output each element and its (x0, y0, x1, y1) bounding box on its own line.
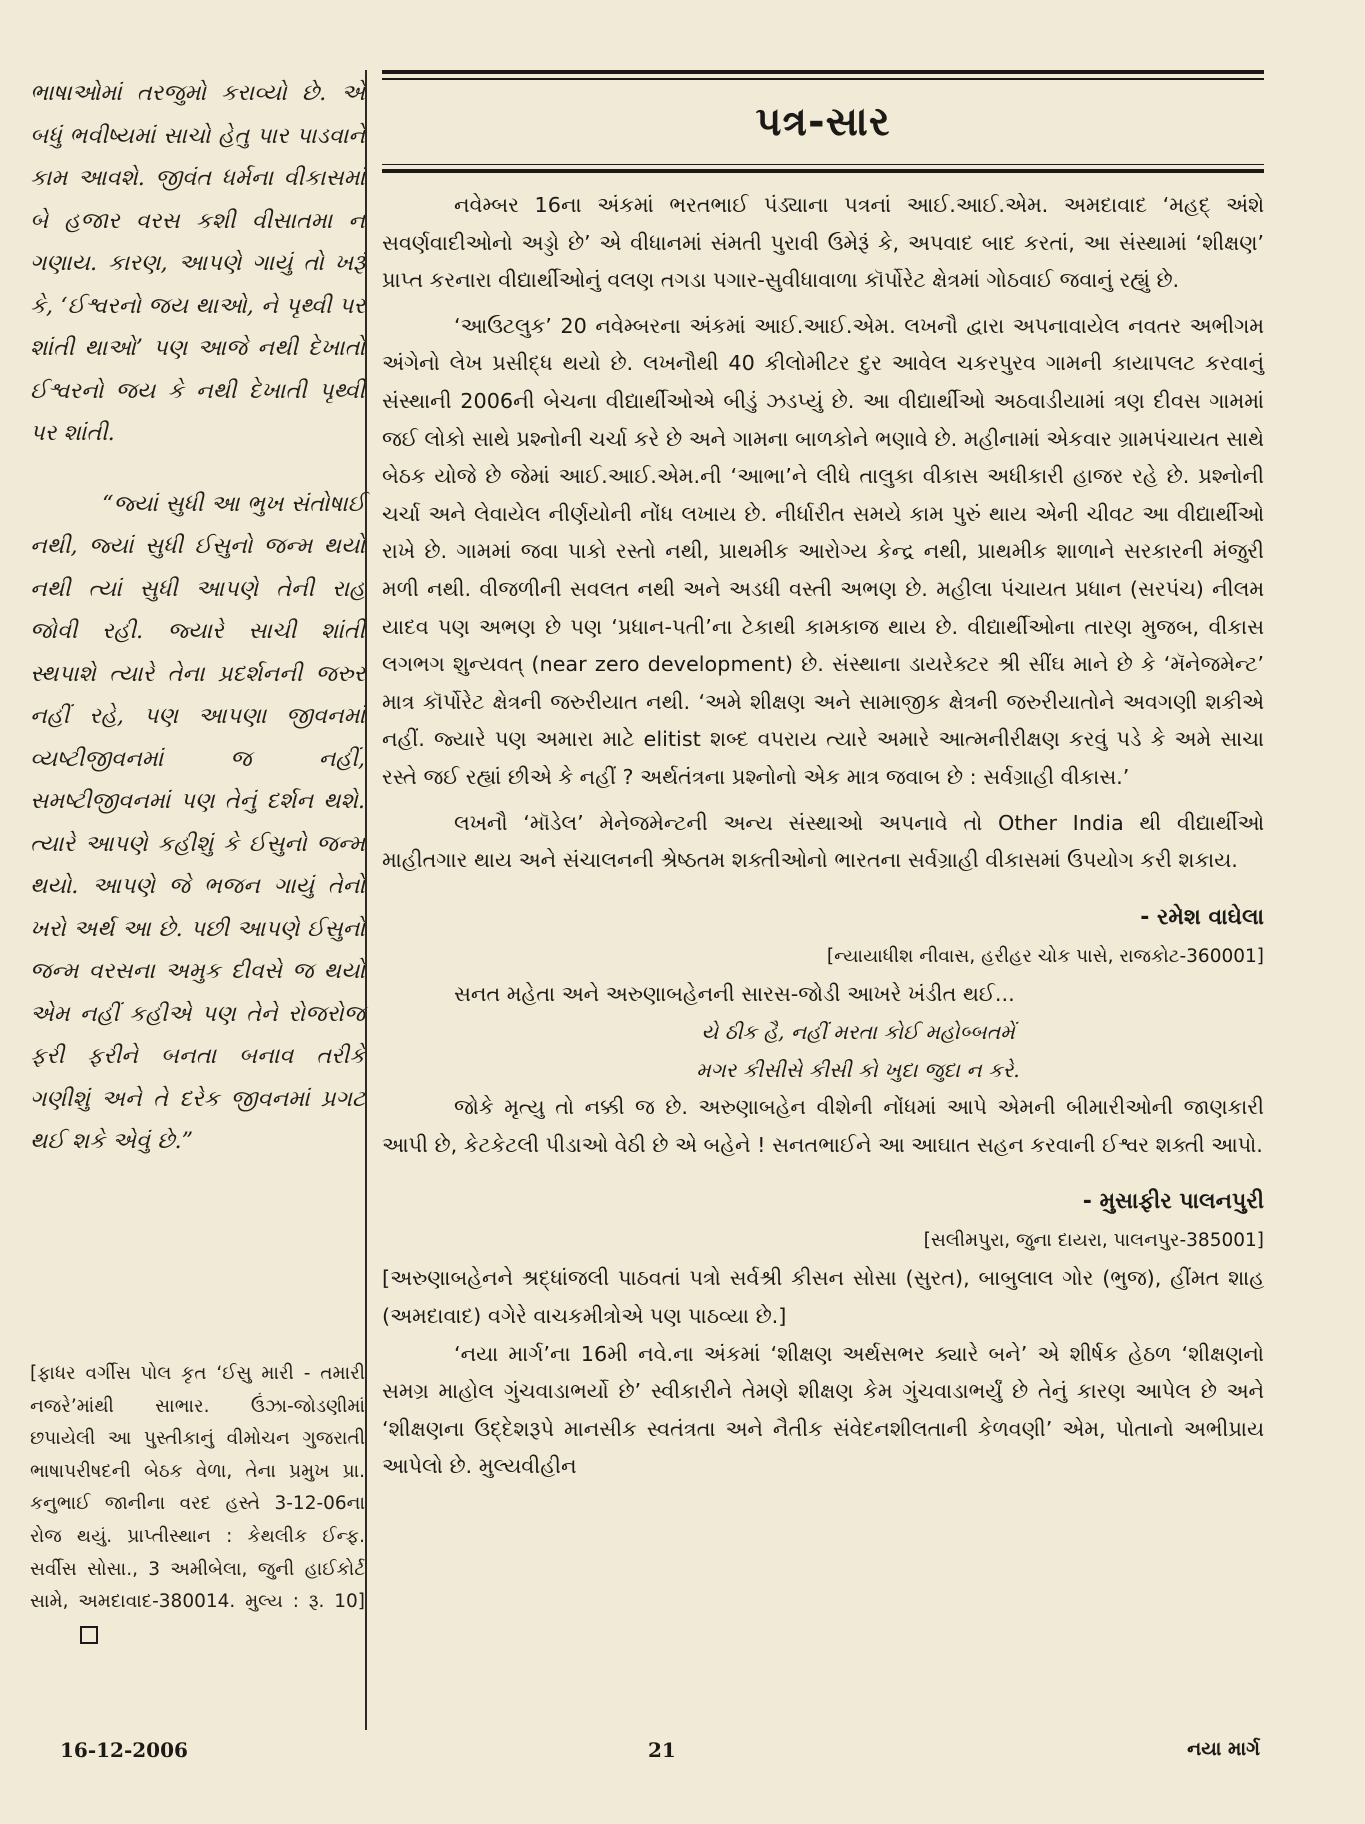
verse-line-2: મગર કીસીસે કીસી કો ખુદા જુદા ન કરે. (696, 1058, 1020, 1083)
letter1-paragraph-3: લખનૌ ‘મૉડેલ’ મેનેજમેન્ટની અન્ય સંસ્થાઓ અપનાવે તો Other India થી વીદ્યાર્થીઓ માહીતગાર થાય અને સંચાલનની શ્રેષ્ઠતમ શક્તીઓનો ભારતના સર્વગ્રાહી વીકાસમાં ઉપયોગ કરી શકાય. (382, 810, 1264, 873)
right-column (382, 70, 1264, 1486)
left-paragraph-1: ભાષાઓમાં તરજુમો કરાવ્યો છે. એ બધું ભવીષ્યમાં સાચો હેતુ પાર પાડવાને કામ આવશે. જીવંત ધર્મના વીકાસમાં બે હજાર વરસ કશી વીસાતમા ન ગણાય. કારણ, આપણે ગાયું તો ખરૂં કે, ‘ઈશ્વરનો જય થાઓ, ને પૃથ્વી પર શાંતી થાઓ’ પણ આજે નથી દેખાતો ઈશ્વરનો જય કે નથી દેખાતી પૃથ્વી પર શાંતી. (30, 80, 365, 446)
letter1-paragraph-2: ‘આઉટલુક’ 20 નવેમ્બરના અંકમાં આઈ.આઈ.એમ. લખનૌ દ્વારા અપનાવાયેલ નવતર અભીગમ અંગેનો લેખ પ્રસીદ્ધ થયો છે. લખનૌથી 40 કીલોમીટર દુર આવેલ ચકરપુરવ ગામની કાયાપલટ કરવાનું સંસ્થાની 2006ની બેચના વીદ્યાર્થીઓએ બીડું ઝડપ્યું છે. આ વીદ્યાર્થીઓ અઠવાડીયામાં ત્રણ દીવસ ગામમાં જઈ લોકો સાથે પ્રશ્નોની ચર્ચા કરે છે અને ગામના બાળકોને ભણાવે છે. મહીનામાં એકવાર ગ્રામપંચાયત સાથે બેઠક યોજે છે જેમાં આઈ.આઈ.એમ.ની ‘આભા’ને લીધે તાલુકા વીકાસ અધીકારી હાજર રહે છે. પ્રશ્નોની ચર્ચા અને લેવાયેલ નીર્ણયોની નોંધ લખાય છે. નીર્ધારીત સમયે કામ પુરું થાય એની ચીવટ આ વીદ્યાર્થીઓ રાખે છે. ગામમાં જવા પાકો રસ્તો નથી, પ્રાથમીક આરોગ્ય કેન્દ્ર નથી, પ્રાથમીક શાળાને સરકારની મંજુરી મળી નથી. વીજળીની સવલત નથી અને અડધી વસ્તી અભણ છે. મહીલા પંચાયત પ્રધાન (સરપંચ) નીલમ યાદવ પણ અભણ છે પણ ‘પ્રધાન-પતી’ના ટેકાથી કામકાજ થાય છે. વીદ્યાર્થીઓના તારણ મુજબ, વીકાસ લગભગ શુન્યવત્ (near zero development) છે. સંસ્થાના ડાયરેક્ટર શ્રી સીંઘ માને છે કે ‘મૅનેજમેન્ટ’ માત્ર કૉર્પોરેટ ક્ષેત્રની જરુરીયાત નથી. ‘અમે શીક્ષણ અને સામાજીક ક્ષેત્રની જરુરીયાતોને અવગણી શકીએ નહીં. જ્યારે પણ અમારા માટે elitist શબ્દ વપરાય ત્યારે અમારે આત્મનીરીક્ષણ કરવું પડે કે અમે સાચા રસ્તે જઈ રહ્યાં છીએ કે નહીં ? અર્થતંત્રના પ્રશ્નોનો એક માત્ર જવાબ છે : સર્વગ્રાહી વીકાસ.’ (382, 313, 1264, 789)
page-number: 21 (648, 1738, 676, 1762)
verse-line-1: યે ઠીક હૈ, નહીં મરતા કોઈ મહોબ્બતમેં (701, 1020, 1015, 1045)
letter2-paragraph: જોકે મૃત્યુ તો નક્કી જ છે. અરુણાબહેન વીશેની નોંધમાં આપે એમની બીમારીઓની જાણકારી આપી છે, કેટકેટલી પીડાઓ વેઠી છે એ બહેને ! સનતભાઈને આ આઘાત સહન કરવાની ઈશ્વર શક્તી આપો. (382, 1095, 1264, 1157)
letter2-intro: સનત મહેતા અને અરુણાબહેનની સારસ-જોડી આખરે ખંડીત થઈ... (454, 981, 1015, 1006)
letter1-signature: - રમેશ વાઘેલા (1140, 904, 1264, 930)
title-rule-bottom-thin (382, 164, 1264, 166)
section-title: પત્ર-સાર (755, 98, 891, 145)
column-divider (365, 70, 367, 1730)
issue-date: 16-12-2006 (60, 1738, 188, 1762)
title-rule-top (382, 70, 1264, 74)
letters-body (382, 187, 1264, 1486)
editor-note: [અરુણાબહેનને શ્રદ્ધાંજલી પાઠવતાં પત્રો સર્વશ્રી કીસન સોસા (સુરત), બાબુલાલ ગોર (ભુજ), હીંમત શાહ (અમદાવાદ) વગેરે વાચકમીત્રોએ પણ પાઠવ્યા છે.] (382, 1266, 1264, 1329)
book-credit-note (30, 1358, 365, 1651)
letter2-signature: - મુસાફીર પાલનપુરી (1082, 1189, 1264, 1215)
letter3-paragraph: ‘નયા માર્ગ’ના 16મી નવે.ના અંકમાં ‘શીક્ષણ અર્થસભર ક્યારે બને’ એ શીર્ષક હેઠળ ‘શીક્ષણનો સમગ્ર માહોલ ગુંચવાડાભર્યો છે’ સ્વીકારીને તેમણે શીક્ષણ કેમ ગુંચવાડાભર્યું છે તેનું કારણ આપેલ છે અને ‘શીક્ષણના ઉદ્દેશરૂપે માનસીક સ્વતંત્રતા અને નૈતીક સંવેદનશીલતાની કેળવણી’ એમ, પોતાનો અભીપ્રાય આપેલો છે. મુલ્યવીહીન (382, 1341, 1264, 1479)
letter1-paragraph-1: નવેમ્બર 16ના અંકમાં ભરતભાઈ પંડ્યાના પત્રનાં આઈ.આઈ.એમ. અમદાવાદ ‘મહદ્ અંશે સવર્ણવાદીઓનો અડ્ડો છે’ એ વીધાનમાં સંમતી પુરાવી ઉમેરૂં કે, અપવાદ બાદ કરતાં, આ સંસ્થામાં ‘શીક્ષણ’ પ્રાપ્ત કરનારા વીદ્યાર્થીઓનું વલણ તગડા પગાર-સુવીધાવાળા કૉર્પોરેટ ક્ષેત્રમાં ગોઠવાઈ જવાનું રહ્યું છે. (382, 193, 1264, 293)
title-rule-bottom (382, 169, 1264, 173)
page-footer (60, 1738, 1260, 1768)
letter2-address: [સલીમપુરા, જુના દાયરા, પાલનપુર-385001] (923, 1230, 1264, 1252)
letter1-address: [ન્યાયાધીશ નીવાસ, હરીહર ચોક પાસે, રાજકોટ-360001] (826, 945, 1264, 967)
magazine-name: નયા માર્ગ (1187, 1738, 1260, 1760)
end-mark-icon (80, 1626, 98, 1644)
left-paragraph-2: “જ્યાં સુધી આ ભુખ સંતોષાઈ નથી, જ્યાં સુધી ઈસુનો જન્મ થયો નથી ત્યાં સુધી આપણે તેની રાહ જોવી રહી. જ્યારે સાચી શાંતી સ્થપાશે ત્યારે તેના પ્રદર્શનની જરુર નહીં રહે, પણ આપણા જીવનમાં વ્યષ્ટીજીવનમાં જ નહીં, સમષ્ટીજીવનમાં પણ તેનું દર્શન થશે. ત્યારે આપણે કહીશું કે ઈસુનો જન્મ થયો. આપણે જે ભજન ગાયું તેનો ખરો અર્થ આ છે. પછી આપણે ઈસુનો જન્મ વરસના અમુક દીવસે જ થયો એમ નહીં કહીએ પણ તેને રોજરોજ ફરી ફરીને બનતા બનાવ તરીકે ગણીશું અને તે દરેક જીવનમાં પ્રગટ થઈ શકે એવું છે.” (30, 490, 365, 1154)
left-column (30, 72, 365, 1163)
book-credit-text: [ફાધર વર્ગીસ પોલ કૃત ‘ઈસુ મારી - તમારી નજરે’માંથી સાભાર. ઉંઝા-જોડણીમાં છપાયેલી આ પુસ્તીકાનું વીમોચન ગુજરાતી ભાષાપરીષદની બેઠક વેળા, તેના પ્રમુખ પ્રા. કનુભાઈ જાનીના વરદ હસ્તે 3-12-06ના રોજ થયું. પ્રાપ્તીસ્થાન : કેથલીક ઈન્ફ. સર્વીસ સોસા., 3 અમીબેલા, જુની હાઈકોર્ટ સામે, અમદાવાદ-380014. મુલ્ય : રૂ. 10] (30, 1363, 365, 1613)
